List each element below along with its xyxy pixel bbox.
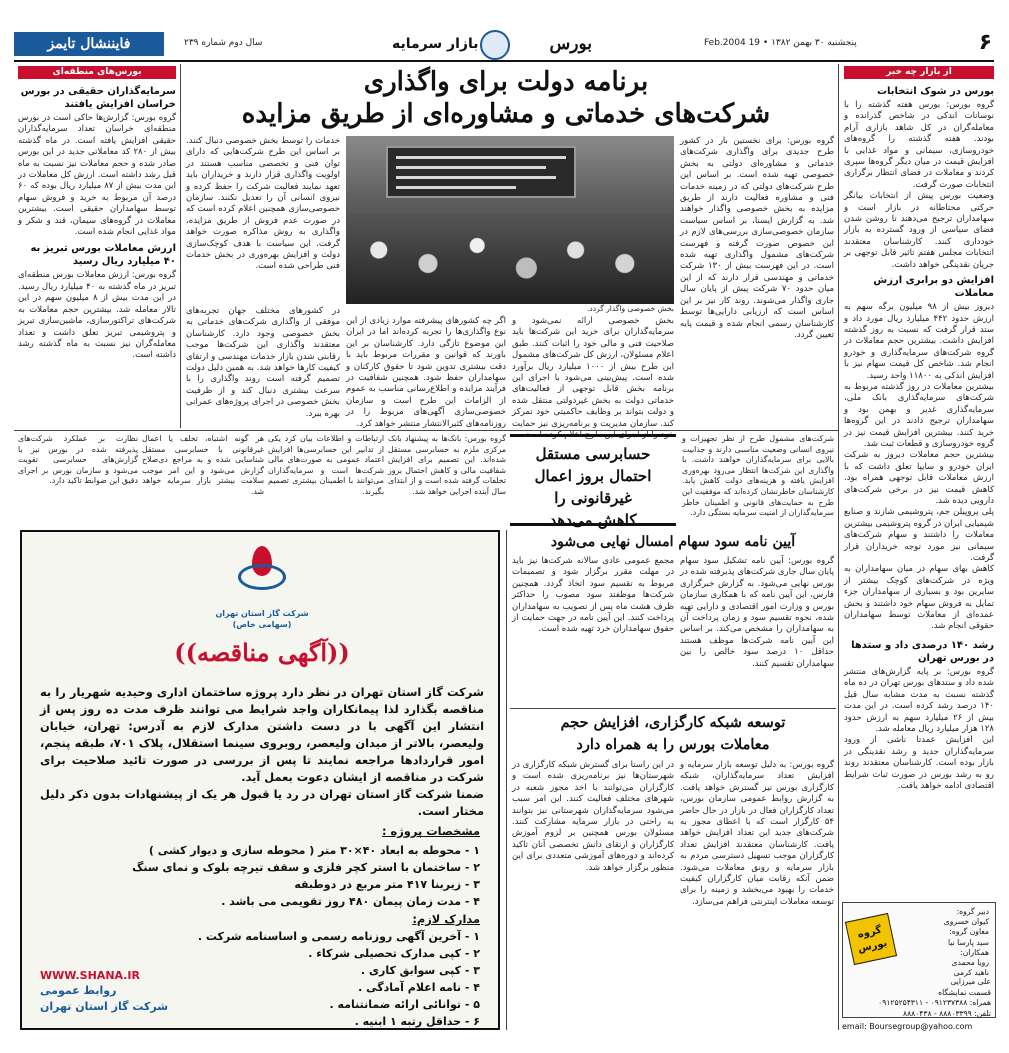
ad-spec-item: ۲ - ساختمان با استر کچر فلزی و سقف تیرچه بلوک و نمای سنگ bbox=[132, 861, 480, 874]
main-headline-line2: شرکت‌های خدماتی و مشاوره‌ای از طریق مزایده bbox=[241, 99, 771, 129]
main-col4: اگر چه کشورهای پیشرفته موارد زیادی از این نوع واگذاری‌ها را تجربه کرده‌اند اما در ایران این موضوع تازگی دارد. کارشناسان بر این باورند که قوانین و مقررات مربوط باید با دقت بیشتری تدوین شود تا حقوق کارکنان و سهامداران حفظ شود. همچنین شفافیت در فرآیند مزایده و اطلاع‌رسانی مناسب به عموم از الزامات این طرح است و سازمان خصوصی‌سازی آگهی‌های مربوط را در روزنامه‌های کثیرالانتشار منتشر خواهد کرد. bbox=[346, 316, 506, 429]
phone-mobile: همراه: ۰۹۱۲۳۷۳۸۸ - ۰۹۱۲۵۲۵۴۳۱۱ bbox=[878, 998, 991, 1007]
staff-line: کیوان خسروی bbox=[943, 917, 989, 927]
right-sub3: رشد ۱۴۰ درصدی داد و ستدها در بورس تهران bbox=[851, 639, 994, 664]
main-col5: بخش خصوصی ارائه نمی‌شود و سرمایه‌گذاران برای خرید این شرکت‌ها باید صلاحیت فنی و مالی خود را اثبات کنند. طبق اعلام مسئولان، ارزش کل شرکت‌های مشمول این طرح بیش از ۱۰۰۰ میلیارد ریال برآورد شده است. پیش‌بینی می‌شود با اجرای این برنامه بخش قابل توجهی از فعالیت‌های خدماتی دولت به بخش غیردولتی منتقل شده و دولت بتواند بر وظایف حاکمیتی خود تمرکز کند. سازمان مدیریت و برنامه‌ریزی نیز حمایت خود را از اجرای این طرح اعلام کرده است. bbox=[512, 316, 675, 441]
photo-caption: بخش خصوصی واگذار گردد. bbox=[587, 304, 674, 313]
staff-line: علی میرزایی bbox=[950, 977, 991, 986]
sec3-col1: گروه بورس: به دلیل توسعه بازار سرمایه و افزایش تعداد سرمایه‌گذاران، شبکه کارگزاری بورس نیز گسترش خواهد یافت. به گزارش روابط عمومی سازمان بورس، تعداد کارگزاران فعال در بازار در حال حاضر ۵۴ کارگزار است که با اعطای مجوز به شرکت‌های جدید این تعداد افزایش خواهد یافت. کارشناسان معتقدند افزایش تعداد کارگزاران موجب تسهیل دسترسی مردم به بازار سرمایه و رونق معاملات می‌شود. ضمن آنکه رقابت میان کارگزاران کیفیت خدمات را بهبود می‌بخشد و زمینه را برای توسعه معاملات اینترنتی فراهم می‌سازد. bbox=[680, 760, 834, 907]
column-divider bbox=[838, 64, 839, 1030]
sec2-headline: آیین نامه سود سهام امسال نهایی می‌شود bbox=[550, 534, 796, 550]
strip-col2: گروه بورس: بانک‌ها به پیشنهاد بانک مرکزی ملزم به حسابرسی مستقل شده‌اند. این تصمیم برای افزایش شفافیت مالی و کاهش احتمال بروز تخلفات گرفته شده است و از ابتدای سال آینده اجرایی خواهد شد. bbox=[388, 434, 506, 496]
right-p9: این افزایش عمدتا ناشی از ورود سرمایه‌گذاران جدید و رشد نقدینگی در بازار بوده است. کارشناسان معتقدند روند رو به رشد بورس در صورت ثبات شرایط اقتصادی ادامه خواهد یافت. bbox=[844, 735, 994, 791]
date-line: پنجشنبه ۳۰ بهمن ۱۳۸۲ • 19 Feb.2004 bbox=[704, 38, 857, 48]
left-p1: گروه بورس: گزارش‌ها حاکی است در بورس منطقه‌ای خراسان تعداد سرمایه‌گذاران حقیقی افزایش یافته است. در ماه گذشته بیش از ۲۸۰ کد معاملاتی جدید در این بورس صادر شده و حجم معاملات نیز نسبت به ماه قبل رشد داشته است. ارزش کل معاملات در این مدت بیش از ۸۷ میلیارد ریال بوده که ۶۰ درصد آن مربوط به خرید و فروش سهام توسط سهامداران حقیقی است. بیشترین معاملات در گروه‌های سیمان، قند و شکر و مواد غذایی انجام شده است. bbox=[18, 113, 176, 238]
ad-spec-item: ۳ - زیربنا ۴۱۷ متر مربع در دوطبقه bbox=[294, 878, 480, 891]
page-number: ۶ bbox=[978, 30, 992, 55]
staff-line: همکاران: bbox=[960, 947, 989, 957]
right-p6: پلی پروپیلن جم، پتروشیمی شازند و صنایع شیمیایی ایران در گروه پتروشیمی بیشترین معاملات را داشتند و سهام شرکت‌های سیمانی نیز مورد توجه خریداران قرار گرفت. bbox=[844, 507, 994, 564]
ad-spec-item: ۱ - محوطه به ابعاد ۴۰×۳۰ متر ( محوطه سازی و دیوار کشی ) bbox=[148, 844, 480, 857]
staff-line: سید پارسا نیا bbox=[948, 937, 989, 947]
ad-doc-item: ۶ - حداقل رتبه ۱ ابنیه . bbox=[354, 1015, 480, 1028]
staff-line: دبیر گروه: bbox=[956, 907, 989, 916]
right-p3: دیروز بیش از ۹۸ میلیون برگه سهم به ارزش حدود ۴۴۲ میلیارد ریال مورد داد و ستد قرار گرفت که نسبت به روز گذشته افزایش داشت. بیشترین حجم معاملات در گروه شرکت‌های سرمایه‌گذاری و خودرو انجام شد. شاخص کل قیمت سهام نیز با افزایش اندکی به ۱۱۸۰۰ واحد رسید. bbox=[844, 302, 995, 381]
sec3-col2: در این راستا برای گسترش شبکه کارگزاری در شهرستان‌ها نیز برنامه‌ریزی شده است و کارگزاران می‌توانند با اخذ مجوز شعبه در شهرهای مختلف فعالیت کنند. این امر سبب می‌شود سرمایه‌گذاران شهرستانی نیز بتوانند به راحتی در بازار سرمایه مشارکت کنند. مسئولان بورس همچنین بر لزوم آموزش کارگزاران و ارتقای دانش تخصصی آنان تاکید کرده‌اند و دوره‌های آموزشی متعددی برای این منظور برگزار خواهد شد. bbox=[512, 760, 674, 873]
section-name: بورس bbox=[549, 34, 592, 54]
pull-quote-line1: حسابرسی مستقل bbox=[535, 445, 651, 463]
right-p1: گروه بورس: بورس هفته گذشته را با نوسانات اندکی در شاخص گذرانده و معامله‌گران در کل شاهد بازاری آرام بودند. هفته گذشته را گروه‌های خودروسازی، سیمانی و مواد غذایی با افزایش قیمت در میان دیگر گروه‌ها سپری کردند و معاملات در فضای انتظار برگزاری انتخابات صورت گرفت. bbox=[844, 100, 994, 190]
staff-line: معاون گروه: bbox=[949, 927, 989, 937]
main-headline bbox=[186, 66, 826, 130]
right-p2: وضعیت بورس پیش از انتخابات بیانگر حرکتی محتاطانه در بازار است و سهامداران ترجیح می‌دهند تا روشن شدن فضای سیاسی از ورود گسترده به بازار خودداری کنند. کارشناسان معتقدند انتخابات مجلس هفتم تاثیر قابل توجهی بر جریان نقدینگی خواهد داشت. bbox=[844, 191, 994, 270]
right-p8: گروه بورس: بر پایه گزارش‌های منتشر شده داد و ستدهای بورس تهران در ده ماه گذشته نسبت به مدت مشابه سال قبل ۱۴۰ درصد رشد کرده است. در این مدت بیش از ۲۶ میلیارد سهم به ارزش حدود ۱۲۸ هزار میلیارد ریال معامله شد. bbox=[844, 666, 994, 734]
ad-org-name: شرکت گاز استان تهران (سهامی خاص) bbox=[215, 609, 309, 629]
crowd-shape bbox=[346, 214, 674, 304]
main-headline-line1: برنامه دولت برای واگذاری bbox=[363, 67, 649, 97]
ad-company-name: شرکت گاز استان تهران bbox=[40, 1000, 169, 1013]
gas-company-logo bbox=[222, 546, 302, 606]
column-divider bbox=[180, 64, 181, 428]
sec3-headline-line1: توسعه شبکه کارگزاری، افزایش حجم bbox=[560, 714, 786, 731]
ad-doc-item: ۳ - کپی سوابق کاری . bbox=[360, 964, 480, 977]
right-p7: کاهش بهای سهام در میان سهامداران به ویژه در شرکت‌های کوچک بیشتر از سایرین بود و بسیاری از سهامداران جزء تمایل به فروش سهام خود داشتند و بخش عمده‌ای از معاملات توسط سهامداران حقوقی انجام شد. bbox=[844, 564, 994, 632]
left-column-head: بورس‌های منطقه‌ای bbox=[18, 66, 176, 79]
trading-floor-photo bbox=[346, 136, 674, 304]
sec3-headline-line2: معاملات بورس را به همراه دارد bbox=[576, 736, 770, 753]
issue-number: سال دوم شماره ۲۳۹ bbox=[184, 38, 263, 48]
main-col3: در کشورهای مختلف جهان تجربه‌های موفقی از واگذاری شرکت‌های خدماتی به بخش خصوصی وجود دارد. کارشناسان معتقدند واگذاری این شرکت‌ها موجب رقابتی شدن بازار خدمات مهندسی و ارتقای کیفیت کارها خواهد شد. به همین دلیل دولت تصمیم گرفته است روند واگذاری را با سرعت بیشتری دنبال کند و از ظرفیت بخش خصوصی در اجرای پروژه‌های عمرانی بهره ببرد. bbox=[186, 306, 340, 419]
sec3-headline bbox=[512, 712, 834, 756]
left-column bbox=[18, 82, 176, 426]
column-divider bbox=[506, 530, 507, 1030]
pull-quote-line4: کاهش می‌دهد bbox=[549, 511, 637, 529]
pull-quote bbox=[510, 434, 676, 529]
bourse-group-badge: گروه بورس bbox=[845, 913, 897, 965]
page-header bbox=[14, 28, 994, 62]
section-divider bbox=[14, 430, 838, 431]
ad-doc-item: ۱ - آخرین آگهی روزنامه رسمی و اساسنامه شرکت . bbox=[197, 930, 480, 943]
staff-box bbox=[842, 902, 996, 1018]
left-sub2: ارزش معاملات بورس تبریز به ۴۰ میلیارد ریال رسید bbox=[30, 243, 176, 268]
right-column-head: از بازار چه خبر bbox=[844, 66, 994, 79]
sec2-col2: مجمع عمومی عادی سالانه شرکت‌ها نیز باید در مهلت مقرر برگزار شود و تصمیمات مربوط به تقسیم سود اتخاذ گردد. همچنین شرکت‌ها موظفند سود مصوب را حداکثر ظرف هشت ماه پس از تصویب به سهامداران پرداخت کنند. این آیین نامه در جهت حمایت از حقوق سهامداران خرد تهیه شده است. bbox=[512, 556, 674, 635]
strip-col4: هر گونه اشتباه، تخلف یا اعمال غیرقانونی با حسابرسی مستقل شناسایی شده و به مراجع ذی‌صلاح گزارش می‌شود و این امر موجب سلامت بیشتر بازار سرمایه خواهد شد. bbox=[142, 434, 264, 496]
pull-quote-line2: احتمال بروز اعمال bbox=[534, 467, 652, 485]
ad-spec-item: ۴ - مدت زمان پیمان ۴۸۰ روز تقویمی می باشد . bbox=[221, 895, 480, 908]
staff-contact bbox=[847, 977, 991, 1019]
contact-email[interactable]: email: Boursegroup@yahoo.com bbox=[842, 1022, 973, 1031]
left-sub1: سرمایه‌گذاران حقیقی در بورس خراسان افزایش یافتند bbox=[20, 86, 176, 110]
pull-quote-line3: غیرقانونی را bbox=[554, 489, 632, 507]
tender-ad bbox=[20, 530, 500, 1030]
strip-col5: نظارت بر عملکرد شرکت‌های پذیرفته شده در بورس نیز با گزارش‌های حسابرسی تقویت می‌شود و سازمان بورس بر اجرای دقیق این ضوابط تاکید دارد. bbox=[18, 434, 138, 486]
sec2-col1: گروه بورس: آیین نامه تشکیل سود سهام پایان سال جاری شرکت‌های پذیرفته شده در بورس نهایی می‌شود. به گزارش خبرگزاری فارس، این آیین نامه که با همکاری سازمان بورس و وزارت امور اقتصادی و دارایی تهیه شده، نحوه تقسیم سود و زمان پرداخت آن به سهامداران را مشخص می‌کند. بر اساس این آیین نامه شرکت‌ها موظف هستند حداقل ۱۰ درصد سود خالص را بین سهامداران تقسیم کنند. bbox=[680, 556, 835, 669]
strip-col1: شرکت‌های مشمول طرح از نظر تجهیزات و نیروی انسانی وضعیت مناسبی دارند و جذابیت بالایی برای سرمایه‌گذاران خواهند داشت. با واگذاری این شرکت‌ها انتظار می‌رود بهره‌وری افزایش یافته و هزینه‌های دولت کاهش یابد. کارشناسان خاطرنشان کرده‌اند که موفقیت این طرح به حمایت‌های قانونی و اطمینان خاطر سرمایه‌گذاران از امنیت سرمایه بستگی دارد. bbox=[682, 434, 834, 518]
ad-public-relations: روابط عمومی bbox=[40, 984, 117, 997]
main-col1: گروه بورس: برای نخستین بار در کشور طرح جدیدی برای واگذاری شرکت‌های خدماتی و مشاوره‌ای دولتی به بخش خصوصی تهیه شده است. بر اساس این طرح شرکت‌های دولتی که در زمینه خدمات فنی و مشاوره فعالیت دارند از طریق مزایده به بخش خصوصی واگذار خواهند شد. به گزارش ایسنا، بر اساس سیاست سازمان خصوصی‌سازی بررسی‌های لازم در این خصوص صورت گرفته و فهرست شرکت‌های مشمول واگذاری تهیه شده است. در این فهرست بیش از ۱۳۰ شرکت خدماتی و مهندسی قرار دارند که از این میان حدود ۷۰ شرکت پیش از پایان سال جاری واگذار می‌شوند. روند کار نیز بر این اساس است که ارزیابی دارایی‌ها توسط کارشناسان رسمی انجام شده و قیمت پایه تعیین گردد. bbox=[680, 136, 834, 340]
ad-doc-item: ۴ - نامه اعلام آمادگی . bbox=[358, 981, 480, 994]
right-sub2: افزایش دو برابری ارزش معاملات bbox=[873, 275, 994, 300]
ad-specs-head: مشخصات پروژه : bbox=[381, 824, 480, 838]
phone-office: تلفن: ۸۸۸۰۳۳۹۹ - ۸۸۸۰۴۳۸ bbox=[902, 1008, 991, 1018]
staff-line: ناهید کرمی bbox=[953, 968, 989, 978]
ad-doc-item: ۲ - کپی مدارک تحصیلی شرکاء . bbox=[308, 947, 480, 960]
right-sub1: بورس در شوک انتخابات bbox=[876, 86, 994, 97]
main-col2: خدمات را توسط بخش خصوصی دنبال کنند. بر اساس این طرح شرکت‌هایی که دارای توان فنی و تخصصی مناسب هستند در اولویت واگذاری قرار دارند و خریداران باید تعهد نمایند فعالیت شرکت را حفظ کرده و نیروی انسانی آن را تعدیل نکنند. سازمان خصوصی‌سازی همچنین اعلام کرده است که در صورت عدم فروش از طریق مزایده، واگذاری به روش مذاکره صورت خواهد گرفت. این سیاست با هدف کوچک‌سازی دولت و افزایش بهره‌وری در بخش خدمات فنی طراحی شده است. bbox=[186, 136, 340, 272]
right-column bbox=[844, 82, 994, 898]
strip-col3: ارتباطات و اطلاعات بیان کرد یکی از تدابیر این حسابرسی‌ها افزایش اعتماد عمومی به صورت‌های مالی شرکت‌ها است و سرمایه‌گذاران می‌توانند با اطمینان بیشتری تصمیم بگیرند. bbox=[268, 434, 384, 496]
newspaper-logo: فایننشال تایمز bbox=[14, 32, 164, 56]
ad-title: ((آگهی مناقصه)) bbox=[174, 638, 350, 667]
section-sub: بازار سرمایه bbox=[392, 36, 479, 52]
ad-body bbox=[40, 684, 484, 820]
left-p2: گروه بورس: ارزش معاملات بورس منطقه‌ای تبریز در ماه گذشته به ۴۰ میلیارد ریال رسید. در این مدت بیش از ۸ میلیون سهم در این تالار معامله شد. بیشترین حجم معاملات به شرکت‌های تراکتورسازی، ماشین‌سازی تبریز و پتروشیمی تبریز تعلق داشت و تعداد معامله‌گران نیز نسبت به ماه گذشته رشد داشته است. bbox=[18, 270, 176, 361]
staff-list bbox=[893, 907, 989, 978]
staff-line: قسمت نمایشگاه bbox=[938, 987, 991, 997]
ad-doc-item: ۵ - توانائی ارائه ضمانتنامه . bbox=[329, 998, 480, 1011]
ad-body-text: شرکت گاز استان تهران در نظر دارد پروژه ساختمان اداری وحیدیه شهریار را به مناقصه بگذارد لذا پیمانکاران واجد شرایط می توانند ظرف مدت ده روز پس از انتشار این آگهی با در دست داشتن مدارک لازم به آدرس: تهران، خیابان ولیعصر، بالاتر از میدان ولیعصر، روبروی سینما استقلال، پلاک ۷۰۱، طبقه پنجم، امور قراردادها مراجعه نمایند تا پس از بررسی در صورت تائید صلاحیت برای شرکت در مناقصه از ایشان دعوت بعمل آید. bbox=[40, 685, 484, 784]
ad-docs-head: مدارک لازم: bbox=[412, 912, 480, 926]
ad-note: ضمنا شرکت گاز استان تهران در رد یا قبول هر یک از پیشنهادات بدون ذکر دلیل مختار است. bbox=[40, 787, 484, 818]
right-p5: بیشترین حجم معاملات دیروز به شرکت ایران خودرو و سایپا تعلق داشت که با ارزش معاملات قابل توجهی همراه بود. کاهش قیمت نیز در برخی شرکت‌های دارویی دیده شد. bbox=[844, 450, 994, 506]
ticker-board bbox=[386, 146, 576, 198]
ad-specs-list bbox=[36, 842, 480, 910]
globe-icon bbox=[480, 30, 510, 60]
right-p4: بیشترین معاملات در روز گذشته مربوط به شرکت‌های سرمایه‌گذاری بانک ملی، سرمایه‌گذاری غدیر و بهمن بود و سهامداران ترجیح دادند در این گروه‌ها خرید کنند. بیشترین افزایش قیمت نیز در گروه خودروسازی و قطعات ثبت شد. bbox=[844, 381, 994, 449]
section-divider bbox=[510, 708, 836, 709]
ring-icon bbox=[238, 564, 286, 590]
section-brand bbox=[392, 28, 592, 62]
ad-website-link[interactable]: WWW.SHANA.IR bbox=[40, 969, 140, 982]
staff-line: رویا محمدی bbox=[951, 958, 989, 968]
